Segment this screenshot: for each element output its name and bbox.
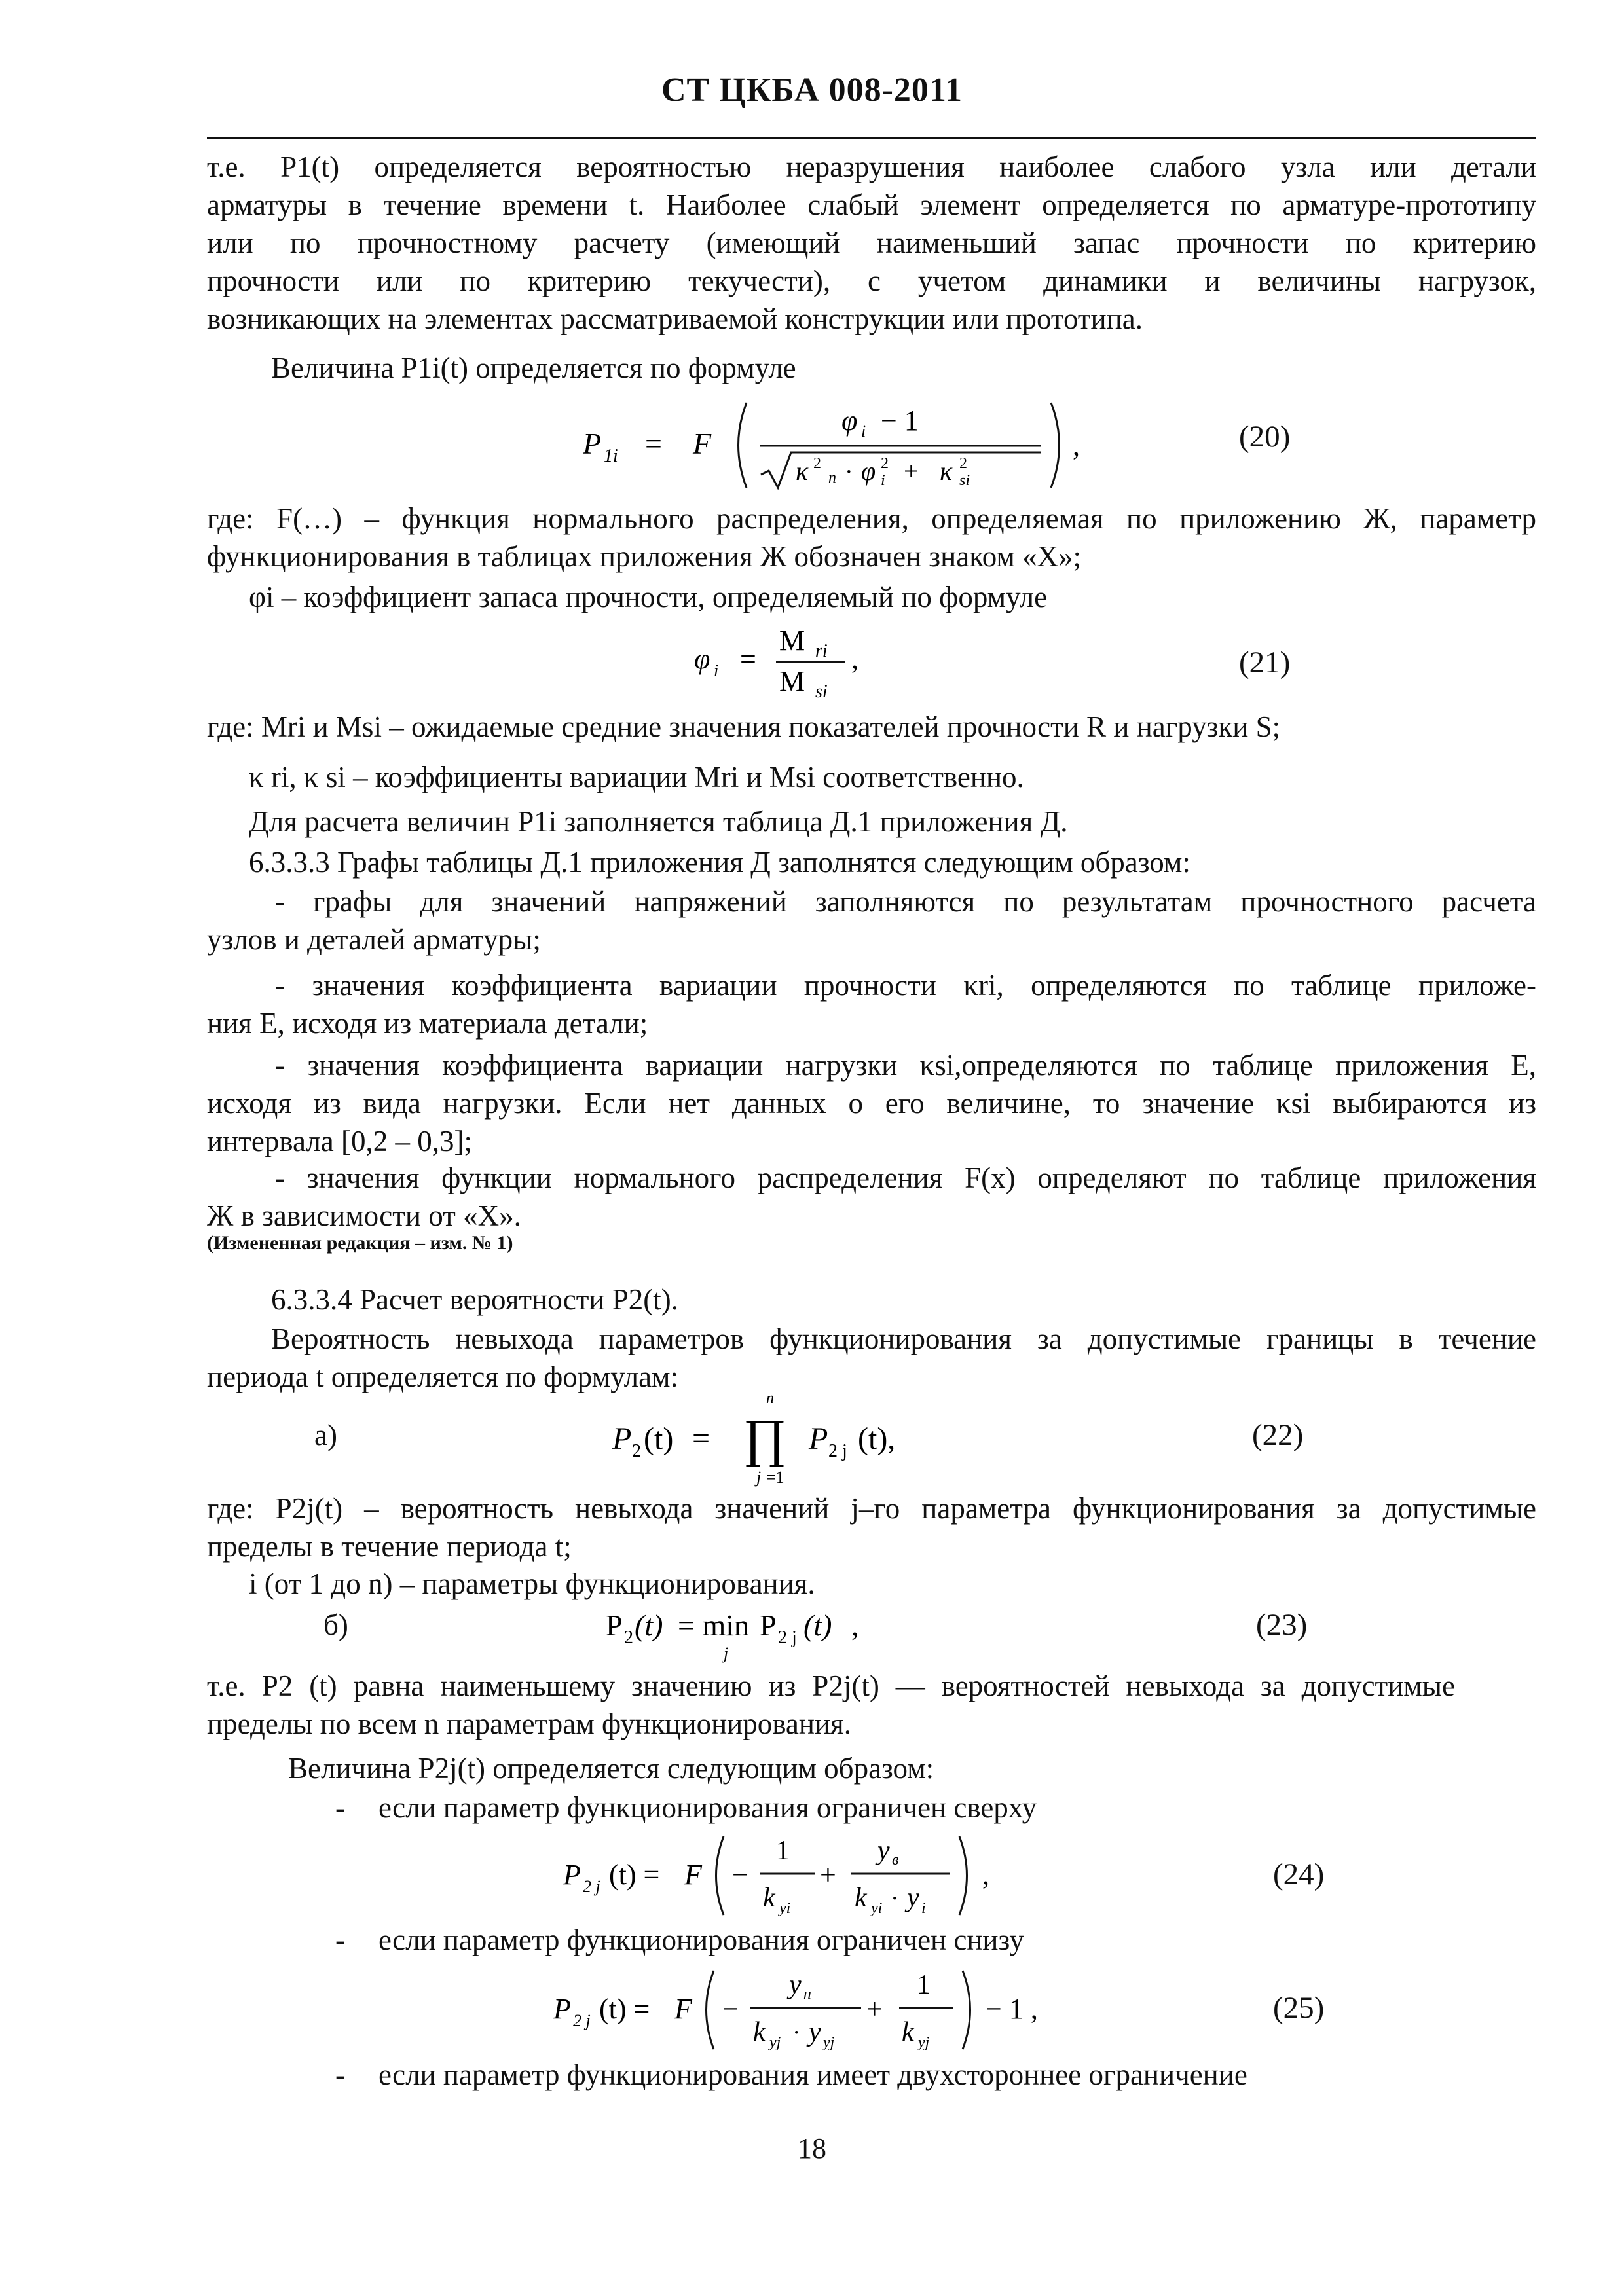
- svg-text:(t) =: (t) =: [599, 1993, 650, 2025]
- svg-text:si: si: [815, 682, 828, 702]
- phi-definition: φi – коэффициент запаса прочности, определяемый по формуле: [249, 581, 1048, 613]
- svg-text:−: −: [722, 1993, 739, 2025]
- svg-text:2 j: 2 j: [828, 1441, 847, 1461]
- i-definition: i (от 1 до n) – параметры функционирования.: [249, 1567, 815, 1600]
- svg-text:н: н: [803, 1986, 811, 2003]
- svg-text:y: y: [789, 1970, 802, 2000]
- svg-text:∏: ∏: [743, 1410, 786, 1467]
- dash-marker: -: [335, 1791, 345, 1824]
- paragraph-p3: Для расчета величин P1i заполняется таблица Д.1 приложения Д.: [249, 805, 1068, 838]
- equation-22-number: (22): [1252, 1418, 1304, 1452]
- condition-upper: если параметр функционирования ограничен сверху: [378, 1791, 1037, 1824]
- svg-text:yj: yj: [769, 2034, 781, 2051]
- svg-text:=: =: [740, 643, 756, 675]
- svg-text:=1: =1: [766, 1468, 784, 1487]
- svg-text:φ: φ: [694, 643, 710, 675]
- text-line: т.е. P1(t) определяется вероятностью неразрушения наиболее слабого узла или детали: [207, 151, 1536, 183]
- svg-text:κ: κ: [796, 456, 809, 486]
- svg-text:yj: yj: [823, 2034, 835, 2051]
- svg-text:− 1 ,: − 1 ,: [986, 1993, 1038, 2025]
- svg-text:F: F: [674, 1993, 692, 2025]
- equation-21: [694, 619, 891, 704]
- kappa-definition: κ ri, κ si – коэффициенты вариации Mri и Msi соответственно.: [249, 761, 1024, 793]
- svg-text:−: −: [732, 1859, 748, 1891]
- svg-text:ri: ri: [815, 641, 828, 661]
- text-line: пределы в течение периода t;: [207, 1530, 572, 1563]
- svg-text:2 j: 2 j: [573, 2011, 591, 2030]
- text-line: где: P2j(t) – вероятность невыхода значений j–го параметра функционирования за допустимые: [207, 1492, 1536, 1525]
- svg-text:yi: yi: [779, 1900, 791, 1917]
- svg-text:(t): (t): [644, 1421, 674, 1456]
- svg-text:j: j: [724, 1644, 729, 1663]
- text-line: т.е. P2 (t) равна наименьшему значению из P2j(t) — вероятностей невыхода за допустимые: [207, 1669, 1455, 1702]
- svg-text:φ: φ: [841, 405, 858, 437]
- text-line: - значения коэффициента вариации прочности κri, определяются по таблице приложе-: [275, 969, 1536, 1002]
- svg-text:φ: φ: [861, 456, 876, 486]
- svg-text:yj: yj: [918, 2034, 930, 2051]
- svg-text:yi: yi: [871, 1900, 883, 1917]
- svg-text:n: n: [828, 469, 836, 486]
- svg-text:2: 2: [959, 455, 967, 472]
- svg-text:i: i: [861, 422, 866, 441]
- svg-text:y: y: [809, 2017, 821, 2047]
- text-line: узлов и деталей арматуры;: [207, 923, 541, 956]
- svg-text:=: =: [645, 427, 662, 460]
- svg-text:k: k: [763, 1883, 775, 1913]
- amendment-note: (Измененная редакция – изм. № 1): [207, 1232, 513, 1254]
- equation-20: [583, 390, 1080, 501]
- svg-text:·: ·: [792, 2019, 801, 2047]
- svg-text:− 1: − 1: [881, 405, 919, 437]
- condition-lower: если параметр функционирования ограничен снизу: [378, 1923, 1024, 1956]
- svg-text:1i: 1i: [604, 446, 618, 466]
- equation-22: [612, 1385, 953, 1496]
- page-number: 18: [798, 2132, 826, 2164]
- svg-text:(t): (t): [803, 1609, 832, 1642]
- svg-text:P: P: [606, 1609, 623, 1642]
- svg-text:P: P: [612, 1421, 632, 1456]
- equation-23-number: (23): [1256, 1608, 1308, 1642]
- svg-text:2 j: 2 j: [583, 1877, 600, 1896]
- svg-text:(t): (t): [635, 1609, 663, 1642]
- svg-text:(t) =: (t) =: [609, 1859, 660, 1891]
- svg-text:2 j: 2 j: [778, 1628, 797, 1648]
- svg-text:k: k: [855, 1883, 867, 1913]
- svg-text:F: F: [693, 427, 712, 460]
- dash-marker: -: [335, 1923, 345, 1956]
- svg-text:= min: = min: [678, 1609, 750, 1642]
- svg-text:1: 1: [776, 1836, 790, 1866]
- svg-text:κ: κ: [940, 456, 953, 486]
- svg-text:(t),: (t),: [858, 1421, 896, 1456]
- dash-marker: -: [335, 2058, 345, 2091]
- paragraph-p6: Величина P2j(t) определяется следующим образом:: [288, 1752, 934, 1785]
- svg-text:=: =: [692, 1421, 710, 1456]
- equation-20-number: (20): [1239, 420, 1291, 454]
- equation-25: [553, 1961, 1064, 2059]
- label-a: а): [314, 1419, 337, 1451]
- svg-text:j: j: [756, 1468, 762, 1487]
- text-line: исходя из вида нагрузки. Если нет данных о его величине, то значение κsi выбираются из: [207, 1087, 1536, 1120]
- svg-text:i: i: [881, 472, 885, 489]
- svg-text:·: ·: [891, 1885, 899, 1912]
- svg-text:F: F: [684, 1859, 702, 1891]
- svg-text:·: ·: [845, 458, 853, 486]
- label-b: б): [323, 1609, 348, 1641]
- text-line: периода t определяется по формулам:: [207, 1360, 679, 1393]
- svg-text:+: +: [866, 1993, 883, 2025]
- equation-23: [606, 1597, 887, 1663]
- svg-text:i: i: [921, 1900, 926, 1917]
- text-line: арматуры в течение времени t. Наиболее слабый элемент определяется по арматуре-прототипу: [207, 189, 1536, 221]
- svg-text:y: y: [877, 1836, 890, 1866]
- text-line: прочности или по критерию текучести), с учетом динамики и величины нагрузок,: [207, 264, 1536, 297]
- svg-text:,: ,: [851, 1609, 859, 1642]
- text-line: функционирования в таблицах приложения Ж обозначен знаком «X»;: [207, 540, 1082, 573]
- svg-text:M: M: [779, 625, 805, 657]
- svg-text:в: в: [892, 1851, 899, 1868]
- svg-text:P: P: [583, 427, 602, 460]
- text-line: или по прочностному расчету (имеющий наименьший запас прочности по критерию: [207, 227, 1536, 259]
- equation-24-number: (24): [1273, 1857, 1325, 1891]
- svg-text:1: 1: [917, 1970, 931, 2000]
- svg-text:M: M: [779, 665, 805, 697]
- paragraph-where2: где: Mri и Msi – ожидаемые средние значения показателей прочности R и нагрузки S;: [207, 710, 1281, 743]
- equation-21-number: (21): [1239, 646, 1291, 680]
- text-line: - значения функции нормального распределения F(x) определяют по таблице приложения: [275, 1161, 1536, 1194]
- text-line: пределы по всем n параметрам функционирования.: [207, 1707, 852, 1740]
- svg-text:,: ,: [982, 1859, 989, 1891]
- svg-text:,: ,: [1073, 429, 1080, 462]
- equation-24: [563, 1827, 1022, 1925]
- text-line: где: F(…) – функция нормального распределения, определяемая по приложению Ж, параметр: [207, 502, 1536, 535]
- svg-text:+: +: [904, 456, 919, 486]
- text-line: интервала [0,2 – 0,3];: [207, 1125, 472, 1157]
- svg-text:2: 2: [624, 1628, 633, 1648]
- text-line: возникающих на элементах рассматриваемой конструкции или прототипа.: [207, 302, 1143, 335]
- document-header: СТ ЦКБА 008-2011: [661, 71, 963, 109]
- svg-text:P: P: [760, 1609, 777, 1642]
- section-6-3-3-4: 6.3.3.4 Расчет вероятности P2(t).: [271, 1283, 678, 1316]
- condition-two-sided: если параметр функционирования имеет двухстороннее ограничение: [378, 2058, 1247, 2091]
- text-line: - значения коэффициента вариации нагрузки κsi,определяются по таблице приложения Е,: [275, 1049, 1536, 1082]
- svg-text:2: 2: [813, 455, 821, 472]
- svg-text:P: P: [809, 1421, 828, 1456]
- svg-text:y: y: [907, 1883, 919, 1913]
- svg-text:,: ,: [851, 643, 858, 675]
- paragraph-p4: 6.3.3.3 Графы таблицы Д.1 приложения Д заполнятся следующим образом:: [249, 846, 1190, 879]
- svg-text:n: n: [766, 1390, 774, 1407]
- svg-text:si: si: [959, 472, 970, 489]
- paragraph-p2: Величина P1i(t) определяется по формуле: [271, 352, 796, 384]
- svg-text:P: P: [563, 1859, 581, 1891]
- svg-text:+: +: [820, 1859, 836, 1891]
- text-line: ния Е, исходя из материала детали;: [207, 1007, 648, 1040]
- text-line: - графы для значений напряжений заполняются по результатам прочностного расчета: [275, 885, 1536, 918]
- svg-text:2: 2: [632, 1441, 641, 1461]
- svg-text:P: P: [553, 1993, 571, 2025]
- svg-text:2: 2: [881, 455, 889, 472]
- svg-text:k: k: [902, 2017, 914, 2047]
- svg-text:i: i: [714, 661, 719, 680]
- equation-25-number: (25): [1273, 1991, 1325, 2025]
- text-line: Ж в зависимости от «X».: [207, 1199, 521, 1232]
- text-line: Вероятность невыхода параметров функционирования за допустимые границы в течение: [271, 1322, 1536, 1355]
- header-rule: [207, 137, 1536, 139]
- svg-text:k: k: [753, 2017, 766, 2047]
